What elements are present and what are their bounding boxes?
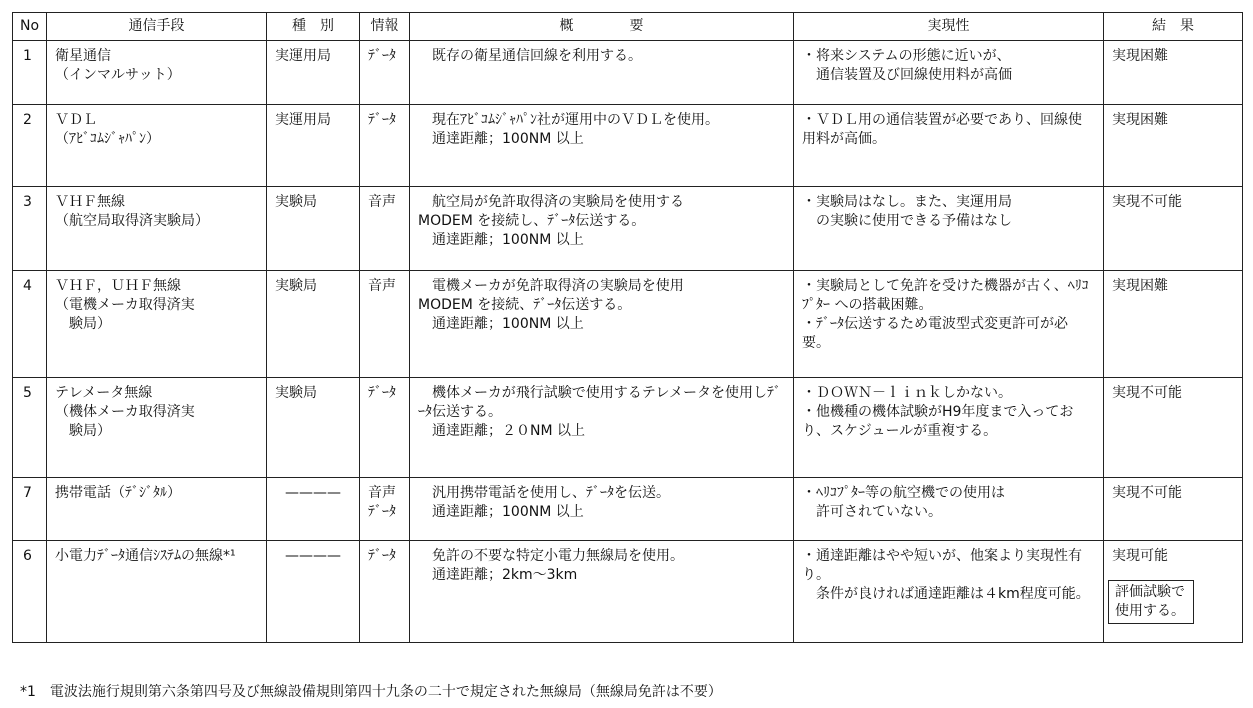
table-row (13, 105, 1243, 187)
row-result: 実現困難 (1104, 271, 1243, 378)
row-summary: 汎用携帯電話を使用し、ﾃﾞｰﾀを伝送。 通達距離；100NM 以上 (410, 478, 794, 541)
row-method: 衛星通信 （インマルサット） (47, 41, 267, 105)
row-result (1104, 541, 1243, 643)
row-summary: 現在ｱﾋﾞｺﾑｼﾞｬﾊﾟﾝ社が運用中のＶＤＬを使用。 通達距離；100NM 以上 (410, 105, 794, 187)
table-row (13, 187, 1243, 271)
header-no: No (13, 13, 47, 41)
row-info: ﾃﾞｰﾀ (360, 541, 410, 643)
evaluation-note-box: 評価試験で 使用する。 (1108, 580, 1194, 624)
row-no: 7 (13, 478, 47, 541)
row-info: 音声 (360, 187, 410, 271)
row-info: 音声 (360, 271, 410, 378)
row-type: 実験局 (267, 271, 360, 378)
row-type: 実験局 (267, 378, 360, 478)
row-summary: 既存の衛星通信回線を利用する。 (410, 41, 794, 105)
header-info: 情報 (360, 13, 410, 41)
row-result: 実現困難 (1104, 41, 1243, 105)
row-type: 実運用局 (267, 105, 360, 187)
row-info: ﾃﾞｰﾀ (360, 41, 410, 105)
table-row (13, 541, 1243, 643)
row-summary: 機体メーカが飛行試験で使用するテレメータを使用しﾃﾞｰﾀ伝送する。 通達距離；２０NM 以上 (410, 378, 794, 478)
row-summary: 航空局が免許取得済の実験局を使用する MODEM を接続し、ﾃﾞｰﾀ伝送する。 通達距離；100NM 以上 (410, 187, 794, 271)
header-feasibility: 実現性 (794, 13, 1104, 41)
row-no: 4 (13, 271, 47, 378)
row-method: ＶＨＦ無線 （航空局取得済実験局） (47, 187, 267, 271)
row-info: ﾃﾞｰﾀ (360, 378, 410, 478)
row-no: 3 (13, 187, 47, 271)
row-info: ﾃﾞｰﾀ (360, 105, 410, 187)
row-info: 音声 ﾃﾞｰﾀ (360, 478, 410, 541)
row-no: 1 (13, 41, 47, 105)
row-no: 2 (13, 105, 47, 187)
row-method: ＶＨＦ，ＵＨＦ無線 （電機メーカ取得済実 験局） (47, 271, 267, 378)
row-feasibility: ・実験局はなし。また、実運用局 の実験に使用できる予備はなし (794, 187, 1104, 271)
row-method: 携帯電話（ﾃﾞｼﾞﾀﾙ） (47, 478, 267, 541)
row-feasibility: ・通達距離はやや短いが、他案より実現性有り。 条件が良ければ通達距離は４km程度可能。 (794, 541, 1104, 643)
header-summary: 概 要 (410, 13, 794, 41)
row-summary: 電機メーカが免許取得済の実験局を使用 MODEM を接続、ﾃﾞｰﾀ伝送する。 通達距離；100NM 以上 (410, 271, 794, 378)
row-method: テレメータ無線 （機体メーカ取得済実 験局） (47, 378, 267, 478)
table-row (13, 378, 1243, 478)
comparison-table (12, 12, 1243, 643)
row-result: 実現不可能 (1104, 478, 1243, 541)
row-type: 実運用局 (267, 41, 360, 105)
header-row (13, 13, 1243, 41)
row-no: 5 (13, 378, 47, 478)
row-feasibility: ・実験局として免許を受けた機器が古く、ﾍﾘｺﾌﾟﾀｰ への搭載困難。 ・ﾃﾞｰﾀ伝送するため電波型式変更許可が必要。 (794, 271, 1104, 378)
row-result-text: 実現可能 (1112, 548, 1168, 564)
row-feasibility: ・ＤＯＷＮ－ｌｉｎｋしかない。 ・他機種の機体試験がH9年度まで入っており、スケジュールが重複する。 (794, 378, 1104, 478)
row-method: ＶＤＬ （ｱﾋﾞｺﾑｼﾞｬﾊﾟﾝ） (47, 105, 267, 187)
header-method: 通信手段 (47, 13, 267, 41)
row-feasibility: ・ﾍﾘｺﾌﾟﾀｰ等の航空機での使用は 許可されていない。 (794, 478, 1104, 541)
row-summary: 免許の不要な特定小電力無線局を使用。 通達距離；2km～3km (410, 541, 794, 643)
row-type: 実験局 (267, 187, 360, 271)
table-row (13, 271, 1243, 378)
header-result: 結 果 (1104, 13, 1243, 41)
row-result: 実現不可能 (1104, 187, 1243, 271)
row-no: 6 (13, 541, 47, 643)
row-type: ———— (267, 541, 360, 643)
row-result: 実現困難 (1104, 105, 1243, 187)
row-feasibility: ・将来システムの形態に近いが、 通信装置及び回線使用料が高価 (794, 41, 1104, 105)
table-row (13, 478, 1243, 541)
row-type: ———— (267, 478, 360, 541)
footnote: *1 電波法施行規則第六条第四号及び無線設備規則第四十九条の二十で規定された無線局（無線局免許は不要） (20, 684, 722, 700)
table-row (13, 41, 1243, 105)
header-type: 種 別 (267, 13, 360, 41)
row-feasibility: ・ＶＤＬ用の通信装置が必要であり、回線使用料が高価。 (794, 105, 1104, 187)
row-result: 実現不可能 (1104, 378, 1243, 478)
row-method: 小電力ﾃﾞｰﾀ通信ｼｽﾃﾑの無線*¹ (47, 541, 267, 643)
